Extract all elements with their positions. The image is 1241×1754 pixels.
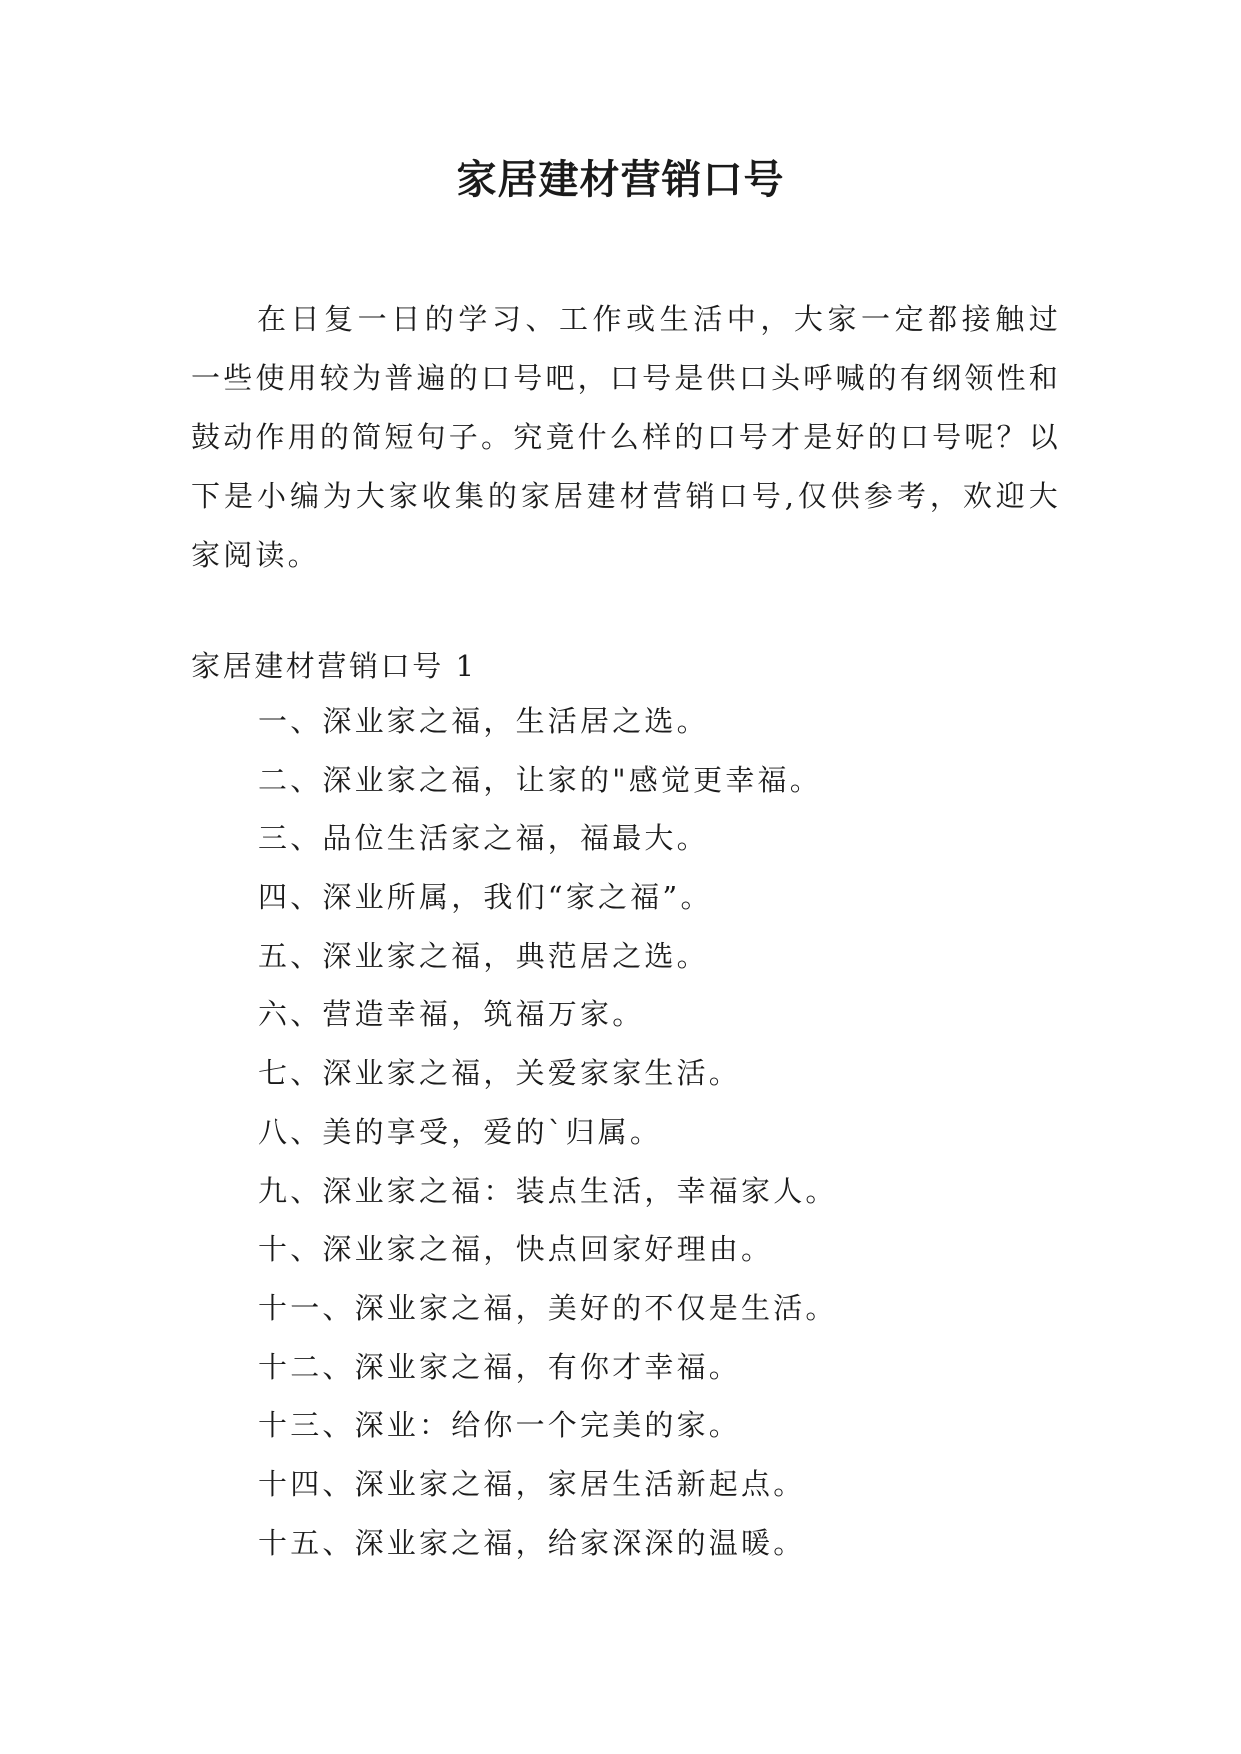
slogan-item: 十二、深业家之福，有你才幸福。 bbox=[258, 1349, 742, 1384]
slogan-item: 九、深业家之福：装点生活，幸福家人。 bbox=[258, 1173, 838, 1208]
slogan-item: 十四、深业家之福，家居生活新起点。 bbox=[258, 1466, 806, 1501]
slogan-item: 五、深业家之福，典范居之选。 bbox=[258, 938, 709, 973]
slogan-list bbox=[258, 701, 838, 1581]
slogan-item: 十、深业家之福，快点回家好理由。 bbox=[258, 1232, 774, 1267]
slogan-item: 十五、深业家之福，给家深深的温暖。 bbox=[258, 1525, 806, 1560]
slogan-item: 二、深业家之福，让家的"感觉更幸福。 bbox=[258, 762, 822, 797]
slogan-item: 一、深业家之福，生活居之选。 bbox=[258, 704, 709, 738]
slogan-item: 四、深业所属，我们“家之福”。 bbox=[258, 880, 713, 915]
slogan-item: 十三、深业：给你一个完美的家。 bbox=[258, 1408, 742, 1443]
section-heading: 家居建材营销口号 1 bbox=[191, 649, 477, 683]
slogan-item: 七、深业家之福，关爱家家生活。 bbox=[258, 1056, 742, 1091]
slogan-item: 六、营造幸福，筑福万家。 bbox=[258, 997, 645, 1032]
slogan-item: 三、品位生活家之福，福最大。 bbox=[258, 821, 709, 856]
slogan-item: 八、美的享受，爱的`归属。 bbox=[258, 1114, 663, 1149]
document-title: 家居建材营销口号 bbox=[456, 156, 785, 203]
slogan-item: 十一、深业家之福，美好的不仅是生活。 bbox=[258, 1290, 838, 1325]
intro-paragraph: 在日复一日的学习、工作或生活中，大家一定都接触过一些使用较为普遍的口号吧，口号是供口头呼喊的有纲领性和鼓动作用的简短句子。究竟什么样的口号才是好的口号呢？以下是小编为大家收集的家居建材营销口号,仅供参考，欢迎大家阅读。 bbox=[191, 302, 1061, 572]
